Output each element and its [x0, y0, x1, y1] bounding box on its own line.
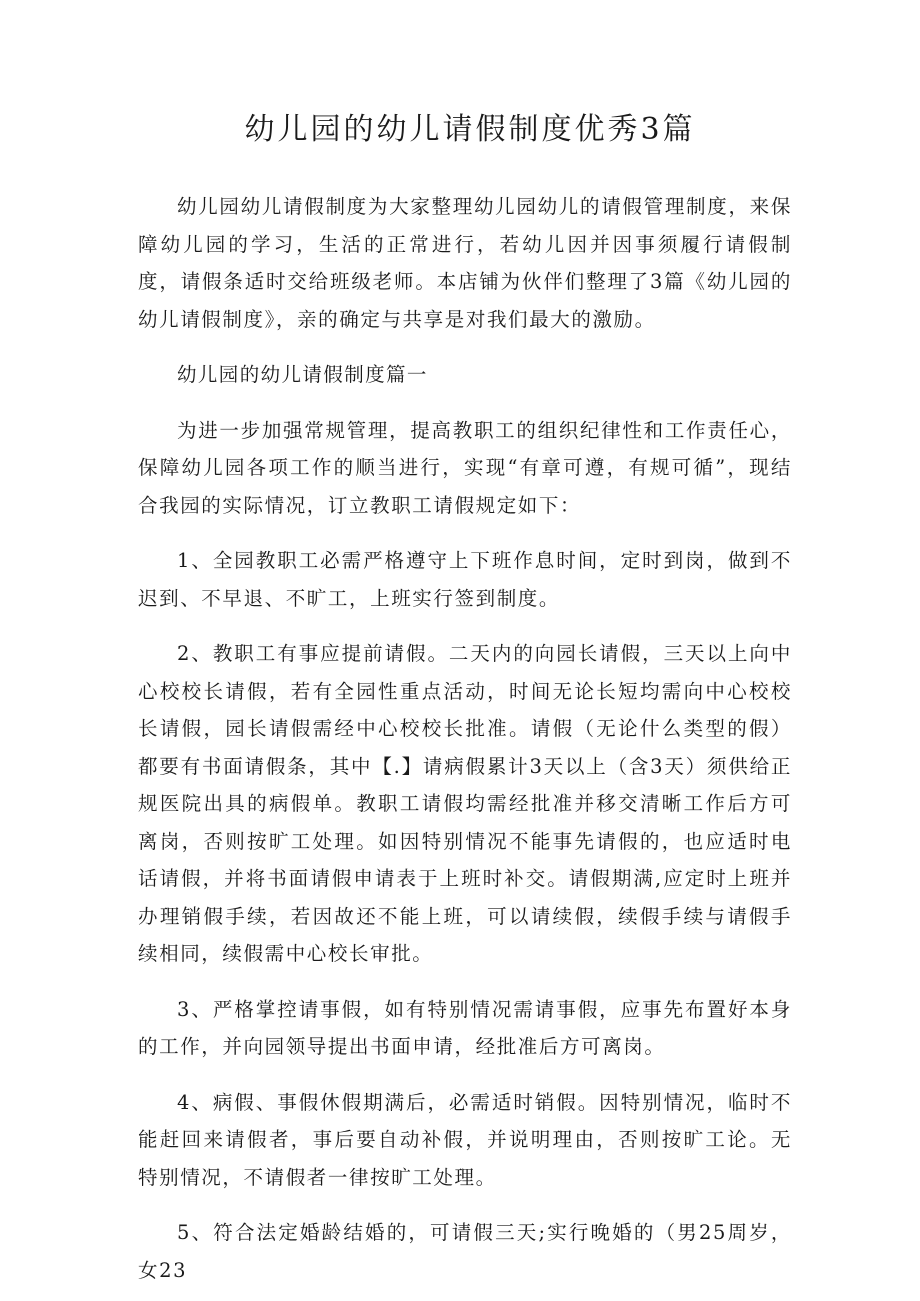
document-title: 幼儿园的幼儿请假制度优秀3篇	[244, 112, 696, 147]
rule-item-1: 1、全园教职工必需严格遵守上下班作息时间，定时到岗，做到不迟到、不早退、不旷工，上班实行签到制度。	[138, 549, 792, 610]
body-paragraph: 为进一步加强常规管理，提高教职工的组织纪律性和工作责任心，保障幼儿园各项工作的顺当进行，实现“有章可遵，有规可循”，现结合我园的实际情况，订立教职工请假规定如下：	[138, 418, 792, 517]
rule-item-3: 3、严格掌控请事假，如有特别情况需请事假，应事先布置好本身的工作，并向园领导提出书面申请，经批准后方可离岗。	[138, 997, 792, 1058]
rule-item-5: 5、符合法定婚龄结婚的，可请假三天;实行晚婚的（男25周岁，女23	[138, 1221, 792, 1282]
section-heading: 幼儿园的幼儿请假制度篇一	[177, 363, 428, 386]
intro-paragraph: 幼儿园幼儿请假制度为大家整理幼儿园幼儿的请假管理制度，来保障幼儿园的学习，生活的正常进行，若幼儿因并因事须履行请假制度，请假条适时交给班级老师。本店铺为伙伴们整理了3篇《幼儿园的幼儿请假制度》，亲的确定与共享是对我们最大的激励。	[138, 195, 792, 331]
rule-item-2: 2、教职工有事应提前请假。二天内的向园长请假，三天以上向中心校校长请假，若有全园性重点活动，时间无论长短均需向中心校校长请假，园长请假需经中心校校长批准。请假（无论什么类型的假）都要有书面请假条，其中【.】请病假累计3天以上（含3天）须供给正规医院出具的病假单。教职工请假均需经批准并移交清晰工作后方可离岗，否则按旷工处理。如因特别情况不能事先请假的，也应适时电话请假，并将书面请假申请表于上班时补交。请假期满,应定时上班并办理销假手续，若因故还不能上班，可以请续假，续假手续与请假手续相同，续假需中心校长审批。	[138, 642, 792, 965]
rule-item-4: 4、病假、事假休假期满后，必需适时销假。因特别情况，临时不能赶回来请假者，事后要自动补假，并说明理由，否则按旷工论。无特别情况，不请假者一律按旷工处理。	[138, 1090, 792, 1189]
